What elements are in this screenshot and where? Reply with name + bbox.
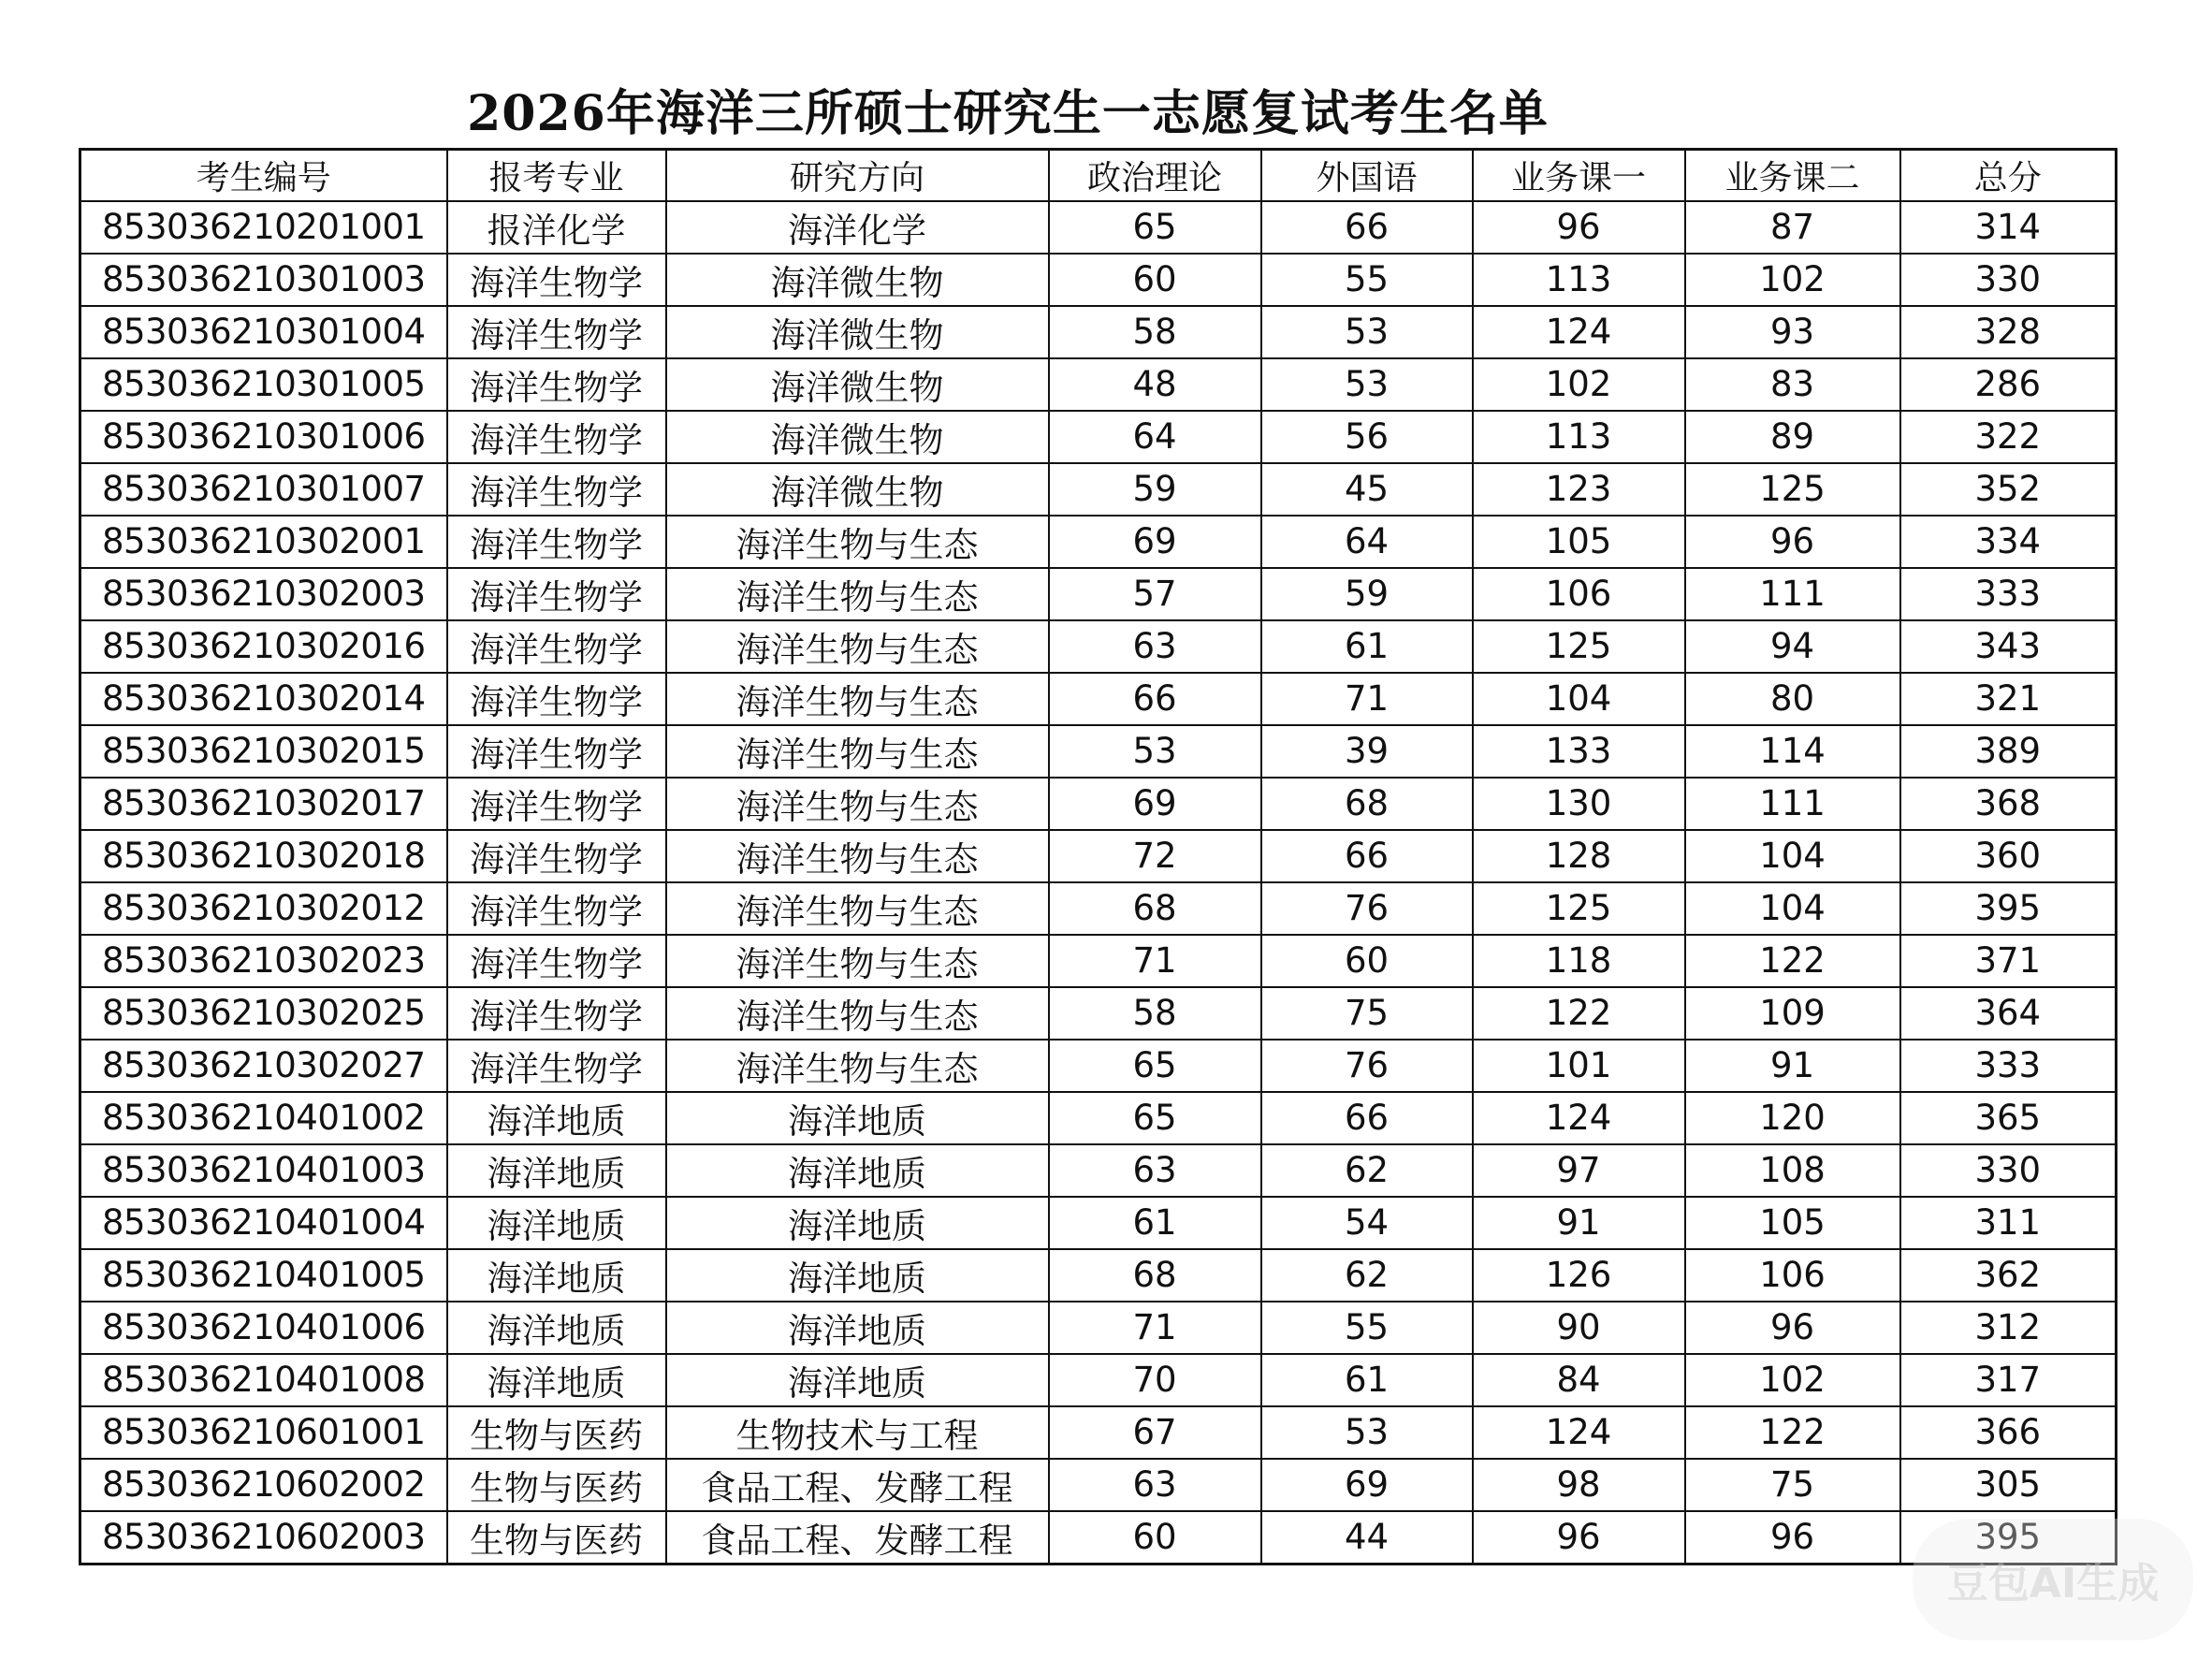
candidate-id-cell: 853036210302023 (80, 935, 447, 987)
total-score-cell: 395 (1900, 882, 2117, 935)
subject-one-score-cell: 113 (1473, 411, 1685, 463)
subject-one-score-cell: 128 (1473, 830, 1685, 882)
politics-score-cell: 65 (1049, 201, 1261, 254)
direction-cell: 海洋地质 (666, 1302, 1049, 1354)
major-cell: 海洋生物学 (447, 1040, 666, 1092)
foreign-language-score-cell: 44 (1261, 1511, 1473, 1564)
direction-cell: 食品工程、发酵工程 (666, 1511, 1049, 1564)
subject-one-score-cell: 122 (1473, 987, 1685, 1040)
candidate-id-cell: 853036210302018 (80, 830, 447, 882)
politics-score-cell: 58 (1049, 306, 1261, 358)
foreign-language-score-cell: 64 (1261, 516, 1473, 568)
foreign-language-score-cell: 75 (1261, 987, 1473, 1040)
total-score-cell: 305 (1900, 1459, 2117, 1511)
politics-score-cell: 72 (1049, 830, 1261, 882)
total-score-cell: 368 (1900, 778, 2117, 830)
header-major: 报考专业 (447, 150, 666, 201)
total-score-cell: 321 (1900, 673, 2117, 725)
total-score-cell: 334 (1900, 516, 2117, 568)
subject-two-score-cell: 114 (1685, 725, 1900, 778)
politics-score-cell: 71 (1049, 1302, 1261, 1354)
table-row (80, 935, 2117, 987)
subject-one-score-cell: 91 (1473, 1197, 1685, 1249)
candidate-id-cell: 853036210401003 (80, 1144, 447, 1197)
table-row (80, 620, 2117, 673)
header-foreign-language-score: 外国语 (1261, 150, 1473, 201)
foreign-language-score-cell: 53 (1261, 1406, 1473, 1459)
total-score-cell: 364 (1900, 987, 2117, 1040)
table-row (80, 254, 2117, 306)
candidate-id-cell: 853036210401002 (80, 1092, 447, 1144)
total-score-cell: 317 (1900, 1354, 2117, 1406)
subject-one-score-cell: 123 (1473, 463, 1685, 516)
subject-one-score-cell: 102 (1473, 358, 1685, 411)
table-row (80, 987, 2117, 1040)
subject-one-score-cell: 106 (1473, 568, 1685, 620)
total-score-cell: 343 (1900, 620, 2117, 673)
candidate-id-cell: 853036210302015 (80, 725, 447, 778)
total-score-cell: 389 (1900, 725, 2117, 778)
candidate-id-cell: 853036210302017 (80, 778, 447, 830)
table-row (80, 463, 2117, 516)
ai-generated-watermark: 豆包AI生成 (1913, 1519, 2193, 1640)
major-cell: 海洋生物学 (447, 568, 666, 620)
direction-cell: 海洋地质 (666, 1144, 1049, 1197)
direction-cell: 海洋微生物 (666, 411, 1049, 463)
subject-two-score-cell: 104 (1685, 830, 1900, 882)
major-cell: 生物与医药 (447, 1406, 666, 1459)
table-row (80, 1511, 2117, 1564)
subject-one-score-cell: 124 (1473, 306, 1685, 358)
total-score-cell: 362 (1900, 1249, 2117, 1302)
major-cell: 报洋化学 (447, 201, 666, 254)
total-score-cell: 365 (1900, 1092, 2117, 1144)
direction-cell: 海洋地质 (666, 1249, 1049, 1302)
direction-cell: 海洋微生物 (666, 358, 1049, 411)
major-cell: 海洋生物学 (447, 935, 666, 987)
politics-score-cell: 63 (1049, 620, 1261, 673)
candidate-id-cell: 853036210602003 (80, 1511, 447, 1564)
table-row (80, 1406, 2117, 1459)
total-score-cell: 333 (1900, 568, 2117, 620)
politics-score-cell: 59 (1049, 463, 1261, 516)
subject-two-score-cell: 93 (1685, 306, 1900, 358)
candidate-id-cell: 853036210602002 (80, 1459, 447, 1511)
subject-two-score-cell: 94 (1685, 620, 1900, 673)
table-row (80, 1354, 2117, 1406)
major-cell: 海洋地质 (447, 1144, 666, 1197)
politics-score-cell: 48 (1049, 358, 1261, 411)
table-row (80, 411, 2117, 463)
foreign-language-score-cell: 60 (1261, 935, 1473, 987)
subject-two-score-cell: 122 (1685, 1406, 1900, 1459)
subject-one-score-cell: 98 (1473, 1459, 1685, 1511)
header-subject-one-score: 业务课一 (1473, 150, 1685, 201)
politics-score-cell: 68 (1049, 882, 1261, 935)
foreign-language-score-cell: 55 (1261, 1302, 1473, 1354)
candidate-id-cell: 853036210401005 (80, 1249, 447, 1302)
candidate-id-cell: 853036210302001 (80, 516, 447, 568)
table-row (80, 1249, 2117, 1302)
table-row (80, 1040, 2117, 1092)
subject-two-score-cell: 96 (1685, 516, 1900, 568)
direction-cell: 海洋生物与生态 (666, 620, 1049, 673)
foreign-language-score-cell: 69 (1261, 1459, 1473, 1511)
direction-cell: 海洋生物与生态 (666, 1040, 1049, 1092)
foreign-language-score-cell: 59 (1261, 568, 1473, 620)
politics-score-cell: 65 (1049, 1092, 1261, 1144)
foreign-language-score-cell: 53 (1261, 358, 1473, 411)
table-row (80, 673, 2117, 725)
total-score-cell: 352 (1900, 463, 2117, 516)
direction-cell: 海洋地质 (666, 1354, 1049, 1406)
subject-two-score-cell: 108 (1685, 1144, 1900, 1197)
politics-score-cell: 63 (1049, 1459, 1261, 1511)
direction-cell: 海洋生物与生态 (666, 778, 1049, 830)
foreign-language-score-cell: 66 (1261, 830, 1473, 882)
major-cell: 生物与医药 (447, 1459, 666, 1511)
direction-cell: 海洋微生物 (666, 254, 1049, 306)
subject-one-score-cell: 130 (1473, 778, 1685, 830)
foreign-language-score-cell: 39 (1261, 725, 1473, 778)
subject-one-score-cell: 96 (1473, 1511, 1685, 1564)
foreign-language-score-cell: 76 (1261, 882, 1473, 935)
candidate-id-cell: 853036210302003 (80, 568, 447, 620)
foreign-language-score-cell: 76 (1261, 1040, 1473, 1092)
total-score-cell: 395 (1900, 1511, 2117, 1564)
direction-cell: 海洋微生物 (666, 463, 1049, 516)
politics-score-cell: 67 (1049, 1406, 1261, 1459)
politics-score-cell: 63 (1049, 1144, 1261, 1197)
subject-one-score-cell: 105 (1473, 516, 1685, 568)
subject-two-score-cell: 89 (1685, 411, 1900, 463)
subject-two-score-cell: 96 (1685, 1302, 1900, 1354)
total-score-cell: 360 (1900, 830, 2117, 882)
subject-two-score-cell: 111 (1685, 778, 1900, 830)
subject-two-score-cell: 102 (1685, 254, 1900, 306)
candidate-id-cell: 853036210302027 (80, 1040, 447, 1092)
subject-one-score-cell: 84 (1473, 1354, 1685, 1406)
direction-cell: 海洋化学 (666, 201, 1049, 254)
subject-one-score-cell: 125 (1473, 620, 1685, 673)
header-candidate-id: 考生编号 (80, 150, 447, 201)
table-row (80, 830, 2117, 882)
table-row (80, 568, 2117, 620)
subject-two-score-cell: 125 (1685, 463, 1900, 516)
total-score-cell: 314 (1900, 201, 2117, 254)
major-cell: 海洋生物学 (447, 620, 666, 673)
major-cell: 海洋地质 (447, 1249, 666, 1302)
foreign-language-score-cell: 55 (1261, 254, 1473, 306)
table-row (80, 1459, 2117, 1511)
total-score-cell: 322 (1900, 411, 2117, 463)
subject-two-score-cell: 111 (1685, 568, 1900, 620)
candidate-id-cell: 853036210301005 (80, 358, 447, 411)
politics-score-cell: 60 (1049, 1511, 1261, 1564)
total-score-cell: 330 (1900, 254, 2117, 306)
table-row (80, 201, 2117, 254)
subject-two-score-cell: 87 (1685, 201, 1900, 254)
table-row (80, 1197, 2117, 1249)
major-cell: 海洋生物学 (447, 463, 666, 516)
direction-cell: 海洋地质 (666, 1197, 1049, 1249)
header-total-score: 总分 (1900, 150, 2117, 201)
politics-score-cell: 70 (1049, 1354, 1261, 1406)
total-score-cell: 328 (1900, 306, 2117, 358)
table-row (80, 778, 2117, 830)
major-cell: 海洋地质 (447, 1197, 666, 1249)
candidate-id-cell: 853036210401004 (80, 1197, 447, 1249)
direction-cell: 海洋生物与生态 (666, 516, 1049, 568)
direction-cell: 生物技术与工程 (666, 1406, 1049, 1459)
subject-two-score-cell: 104 (1685, 882, 1900, 935)
candidate-id-cell: 853036210302012 (80, 882, 447, 935)
politics-score-cell: 69 (1049, 516, 1261, 568)
candidate-id-cell: 853036210301003 (80, 254, 447, 306)
foreign-language-score-cell: 61 (1261, 1354, 1473, 1406)
major-cell: 海洋地质 (447, 1092, 666, 1144)
direction-cell: 海洋生物与生态 (666, 882, 1049, 935)
major-cell: 生物与医药 (447, 1511, 666, 1564)
table-row (80, 358, 2117, 411)
major-cell: 海洋生物学 (447, 987, 666, 1040)
subject-one-score-cell: 126 (1473, 1249, 1685, 1302)
table-body (80, 201, 2117, 1564)
subject-two-score-cell: 120 (1685, 1092, 1900, 1144)
header-research-direction: 研究方向 (666, 150, 1049, 201)
foreign-language-score-cell: 54 (1261, 1197, 1473, 1249)
total-score-cell: 366 (1900, 1406, 2117, 1459)
direction-cell: 海洋生物与生态 (666, 830, 1049, 882)
direction-cell: 海洋微生物 (666, 306, 1049, 358)
subject-two-score-cell: 91 (1685, 1040, 1900, 1092)
subject-one-score-cell: 125 (1473, 882, 1685, 935)
header-subject-two-score: 业务课二 (1685, 150, 1900, 201)
total-score-cell: 333 (1900, 1040, 2117, 1092)
major-cell: 海洋生物学 (447, 882, 666, 935)
total-score-cell: 286 (1900, 358, 2117, 411)
major-cell: 海洋生物学 (447, 673, 666, 725)
candidate-id-cell: 853036210302016 (80, 620, 447, 673)
direction-cell: 海洋生物与生态 (666, 935, 1049, 987)
total-score-cell: 330 (1900, 1144, 2117, 1197)
subject-one-score-cell: 104 (1473, 673, 1685, 725)
subject-one-score-cell: 101 (1473, 1040, 1685, 1092)
politics-score-cell: 58 (1049, 987, 1261, 1040)
table-row (80, 1302, 2117, 1354)
major-cell: 海洋生物学 (447, 254, 666, 306)
candidate-id-cell: 853036210401008 (80, 1354, 447, 1406)
table-row (80, 516, 2117, 568)
major-cell: 海洋生物学 (447, 411, 666, 463)
politics-score-cell: 68 (1049, 1249, 1261, 1302)
document-title: 2026年海洋三所硕士研究生一志愿复试考生名单 (467, 85, 1549, 142)
direction-cell: 海洋生物与生态 (666, 725, 1049, 778)
foreign-language-score-cell: 62 (1261, 1249, 1473, 1302)
total-score-cell: 371 (1900, 935, 2117, 987)
candidate-table (79, 148, 2117, 1565)
foreign-language-score-cell: 71 (1261, 673, 1473, 725)
total-score-cell: 311 (1900, 1197, 2117, 1249)
table-header-row (80, 150, 2117, 201)
subject-one-score-cell: 90 (1473, 1302, 1685, 1354)
major-cell: 海洋地质 (447, 1302, 666, 1354)
subject-one-score-cell: 118 (1473, 935, 1685, 987)
subject-two-score-cell: 83 (1685, 358, 1900, 411)
table-row (80, 306, 2117, 358)
subject-two-score-cell: 102 (1685, 1354, 1900, 1406)
table-row (80, 1144, 2117, 1197)
total-score-cell: 312 (1900, 1302, 2117, 1354)
subject-one-score-cell: 124 (1473, 1406, 1685, 1459)
candidate-id-cell: 853036210302014 (80, 673, 447, 725)
politics-score-cell: 64 (1049, 411, 1261, 463)
major-cell: 海洋生物学 (447, 725, 666, 778)
candidate-id-cell: 853036210201001 (80, 201, 447, 254)
subject-one-score-cell: 97 (1473, 1144, 1685, 1197)
header-politics-score: 政治理论 (1049, 150, 1261, 201)
direction-cell: 海洋生物与生态 (666, 987, 1049, 1040)
major-cell: 海洋生物学 (447, 830, 666, 882)
foreign-language-score-cell: 61 (1261, 620, 1473, 673)
subject-one-score-cell: 113 (1473, 254, 1685, 306)
subject-one-score-cell: 133 (1473, 725, 1685, 778)
foreign-language-score-cell: 66 (1261, 1092, 1473, 1144)
foreign-language-score-cell: 53 (1261, 306, 1473, 358)
candidate-id-cell: 853036210302025 (80, 987, 447, 1040)
subject-one-score-cell: 96 (1473, 201, 1685, 254)
politics-score-cell: 60 (1049, 254, 1261, 306)
direction-cell: 海洋生物与生态 (666, 568, 1049, 620)
politics-score-cell: 71 (1049, 935, 1261, 987)
major-cell: 海洋地质 (447, 1354, 666, 1406)
candidate-id-cell: 853036210301004 (80, 306, 447, 358)
subject-two-score-cell: 105 (1685, 1197, 1900, 1249)
subject-one-score-cell: 124 (1473, 1092, 1685, 1144)
candidate-id-cell: 853036210301006 (80, 411, 447, 463)
politics-score-cell: 61 (1049, 1197, 1261, 1249)
major-cell: 海洋生物学 (447, 516, 666, 568)
table-row (80, 882, 2117, 935)
subject-two-score-cell: 75 (1685, 1459, 1900, 1511)
table-row (80, 725, 2117, 778)
direction-cell: 海洋生物与生态 (666, 673, 1049, 725)
major-cell: 海洋生物学 (447, 306, 666, 358)
subject-two-score-cell: 106 (1685, 1249, 1900, 1302)
politics-score-cell: 57 (1049, 568, 1261, 620)
subject-two-score-cell: 80 (1685, 673, 1900, 725)
direction-cell: 海洋地质 (666, 1092, 1049, 1144)
major-cell: 海洋生物学 (447, 358, 666, 411)
foreign-language-score-cell: 56 (1261, 411, 1473, 463)
subject-two-score-cell: 96 (1685, 1511, 1900, 1564)
foreign-language-score-cell: 45 (1261, 463, 1473, 516)
major-cell: 海洋生物学 (447, 778, 666, 830)
politics-score-cell: 65 (1049, 1040, 1261, 1092)
foreign-language-score-cell: 62 (1261, 1144, 1473, 1197)
candidate-id-cell: 853036210301007 (80, 463, 447, 516)
politics-score-cell: 69 (1049, 778, 1261, 830)
direction-cell: 食品工程、发酵工程 (666, 1459, 1049, 1511)
subject-two-score-cell: 122 (1685, 935, 1900, 987)
foreign-language-score-cell: 66 (1261, 201, 1473, 254)
politics-score-cell: 66 (1049, 673, 1261, 725)
candidate-id-cell: 853036210401006 (80, 1302, 447, 1354)
politics-score-cell: 53 (1049, 725, 1261, 778)
table-row (80, 1092, 2117, 1144)
foreign-language-score-cell: 68 (1261, 778, 1473, 830)
subject-two-score-cell: 109 (1685, 987, 1900, 1040)
candidate-id-cell: 853036210601001 (80, 1406, 447, 1459)
